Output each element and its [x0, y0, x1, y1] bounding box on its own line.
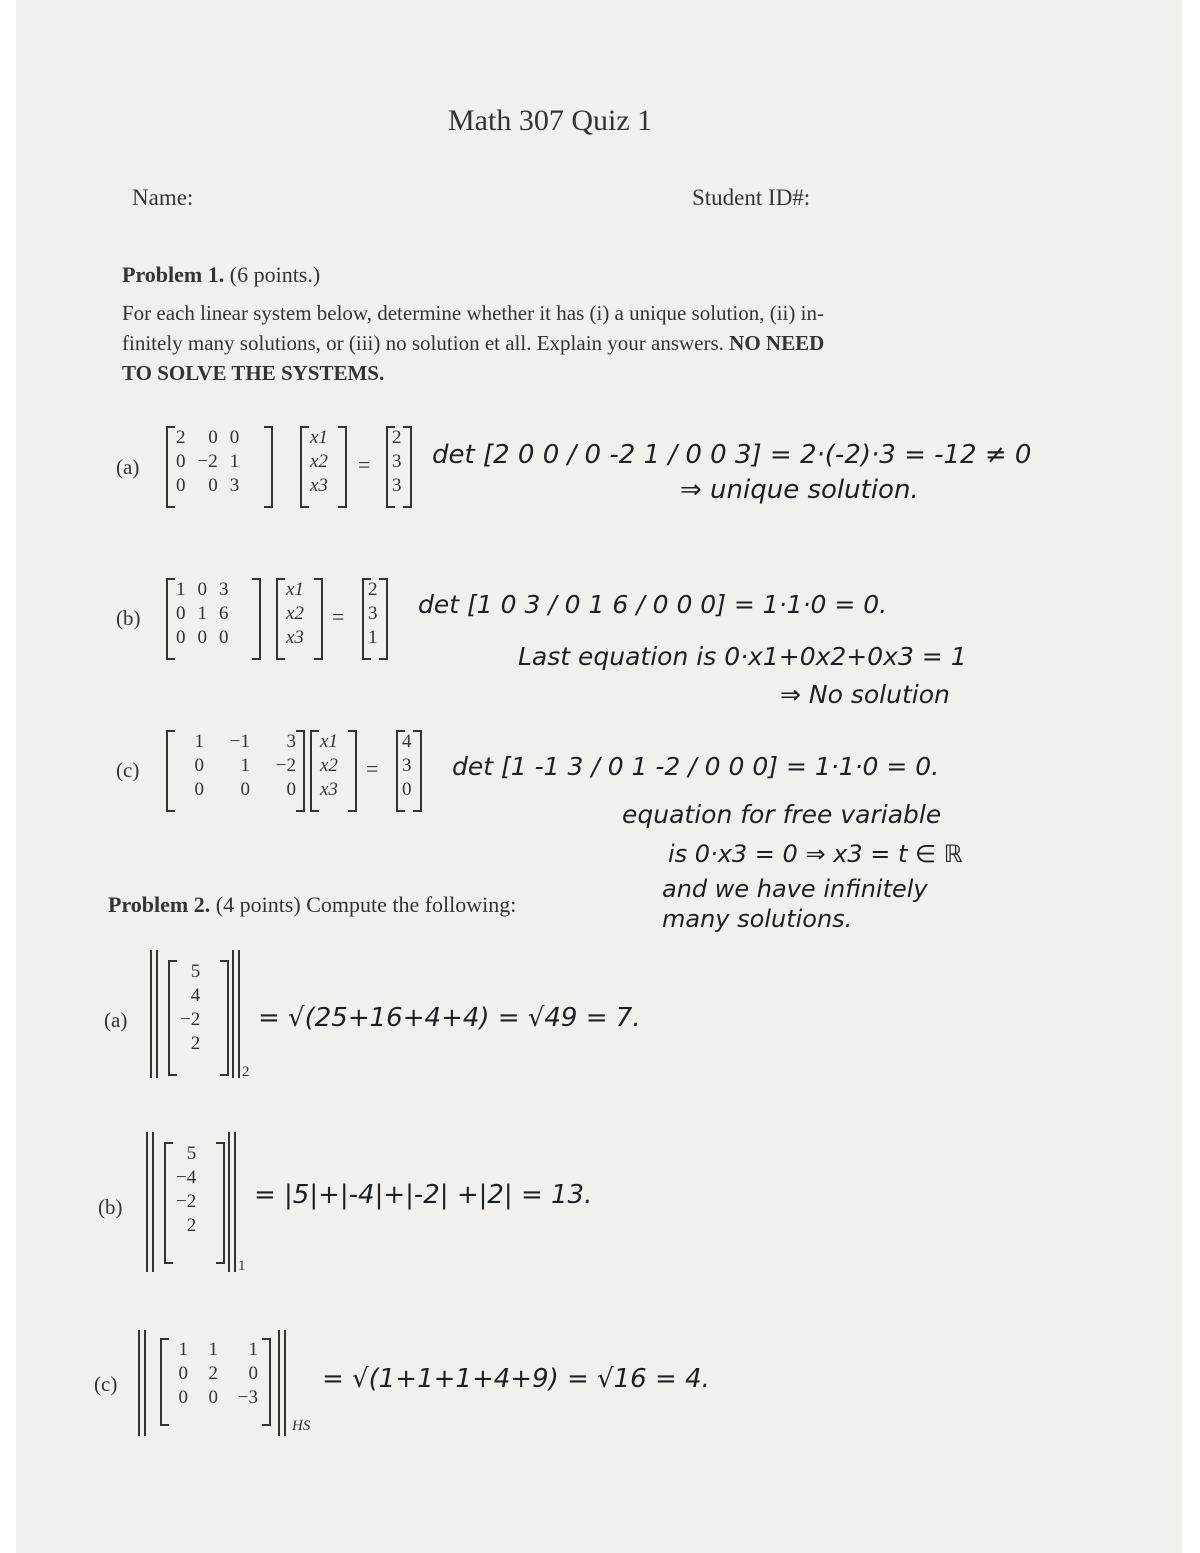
p2b-label: (b)	[98, 1195, 123, 1219]
norm-bar	[238, 950, 240, 1078]
p1c-variable-vector	[310, 730, 344, 802]
problem2-heading: Problem 2.	[108, 892, 211, 917]
p2c-matrix	[158, 1338, 264, 1410]
cell: 0	[219, 627, 229, 648]
norm-bar	[144, 1330, 146, 1436]
cell: 3	[392, 451, 402, 472]
p2a-norm-subscript: 2	[242, 1064, 250, 1080]
problem1-heading: Problem 1.	[122, 262, 225, 287]
cell: 2	[208, 1363, 218, 1384]
p1b-handwriting-2: Last equation is 0·x1+0x2+0x3 = 1	[518, 642, 967, 671]
p1c-handwriting-4: and we have infinitely	[662, 875, 928, 903]
norm-bar	[152, 1132, 154, 1272]
problem1-points: (6 points.)	[229, 262, 321, 287]
p1b-label: (b)	[116, 606, 141, 630]
student-id-label: Student ID#:	[692, 185, 811, 210]
norm-bar	[138, 1330, 140, 1436]
cell: 0	[197, 579, 207, 600]
cell: 0	[194, 755, 204, 776]
p2b-norm-subscript: 1	[238, 1258, 246, 1274]
cell: x2	[310, 451, 328, 472]
p1c-handwriting-5: many solutions.	[662, 905, 853, 933]
cell: 1	[176, 579, 186, 600]
p2a-vector	[168, 960, 206, 1056]
p1c-handwriting-2: equation for free variable	[622, 800, 942, 829]
cell: 0	[208, 427, 218, 448]
cell: x3	[320, 779, 338, 800]
norm-bar	[150, 950, 152, 1078]
cell: x3	[286, 627, 304, 648]
cell: 0	[240, 779, 250, 800]
equals-sign: =	[332, 604, 345, 629]
cell: 0	[194, 779, 204, 800]
cell: 1	[194, 731, 204, 752]
cell: 1	[178, 1339, 188, 1360]
cell: 3	[229, 475, 240, 496]
cell: −2	[176, 1191, 197, 1212]
cell: 6	[219, 603, 229, 624]
cell: 0	[178, 1363, 188, 1384]
cell: −3	[237, 1387, 258, 1408]
cell: x1	[320, 731, 338, 752]
cell: 5	[190, 961, 201, 982]
p1a-handwriting-2: ⇒ unique solution.	[680, 475, 919, 505]
cell: 4	[402, 731, 412, 752]
norm-bar	[278, 1330, 280, 1436]
cell: 0	[208, 475, 218, 496]
p1a-label: (a)	[116, 455, 140, 479]
cell: 3	[219, 579, 229, 600]
p2c-label: (c)	[94, 1372, 118, 1396]
name-label: Name:	[132, 185, 194, 210]
problem1-text-line2-normal: finitely many solutions, or (iii) no solution et all. Explain your answers.	[122, 331, 724, 355]
cell: 0	[208, 1387, 218, 1408]
cell: 0	[229, 427, 240, 448]
p1a-variable-vector	[300, 426, 334, 498]
p2b-handwriting: = |5|+|-4|+|-2| +|2| = 13.	[254, 1180, 593, 1210]
p1b-variable-vector	[276, 578, 310, 650]
p1a-rhs-vector	[386, 426, 408, 498]
p2b-vector	[164, 1142, 202, 1238]
cell: 1	[208, 1339, 218, 1360]
p2c-handwriting: = √(1+1+1+4+9) = √16 = 4.	[322, 1364, 710, 1394]
cell: −1	[229, 731, 250, 752]
cell: 1	[229, 451, 240, 472]
p2c-norm-subscript: HS	[292, 1418, 311, 1434]
equals-sign: =	[358, 452, 371, 477]
cell: 0	[248, 1363, 258, 1384]
cell: 3	[402, 755, 412, 776]
cell: x2	[320, 755, 338, 776]
cell: 0	[176, 451, 186, 472]
p1b-rhs-vector	[362, 578, 384, 650]
problem1-heading-line	[122, 260, 320, 290]
cell: 4	[190, 985, 201, 1006]
norm-bar	[232, 950, 234, 1078]
cell: −4	[176, 1167, 197, 1188]
cell: 1	[368, 627, 378, 648]
p1c-label: (c)	[116, 758, 140, 782]
cell: 0	[178, 1387, 188, 1408]
problem1-text-line1: For each linear system below, determine whether it has (i) a unique solution, (ii) in-	[122, 301, 824, 325]
cell: 0	[176, 603, 186, 624]
norm-bar	[146, 1132, 148, 1272]
norm-bar	[234, 1132, 236, 1272]
cell: x1	[310, 427, 328, 448]
p1b-handwriting-3: ⇒ No solution	[780, 680, 950, 709]
cell: −2	[275, 755, 296, 776]
cell: 0	[176, 475, 186, 496]
cell: 0	[197, 627, 207, 648]
cell: x3	[310, 475, 328, 496]
cell: 2	[368, 579, 378, 600]
norm-bar	[284, 1330, 286, 1436]
page-title: Math 307 Quiz 1	[448, 104, 653, 137]
cell: x1	[286, 579, 304, 600]
problem1-text-bold-a: NO NEED	[729, 331, 825, 355]
problem2-heading-line	[108, 890, 516, 920]
p1c-handwriting-1: det [1 -1 3 / 0 1 -2 / 0 0 0] = 1·1·0 = 0.	[452, 752, 940, 781]
p1b-coefficient-matrix	[164, 578, 235, 650]
norm-bar	[156, 950, 158, 1078]
problem1-text-line2	[122, 328, 824, 358]
p1a-coefficient-matrix	[164, 426, 245, 498]
cell: 0	[176, 627, 186, 648]
p2a-handwriting: = √(25+16+4+4) = √49 = 7.	[258, 1003, 641, 1033]
equals-sign: =	[366, 756, 379, 781]
p1c-coefficient-matrix	[164, 730, 302, 802]
p1a-handwriting-1: det [2 0 0 / 0 -2 1 / 0 0 3] = 2·(-2)·3 = -12 ≠ 0	[432, 440, 1032, 470]
cell: 1	[248, 1339, 258, 1360]
p1b-handwriting-1: det [1 0 3 / 0 1 6 / 0 0 0] = 1·1·0 = 0.	[418, 590, 888, 619]
cell: 3	[392, 475, 402, 496]
cell: 3	[368, 603, 378, 624]
cell: x2	[286, 603, 304, 624]
cell: 2	[176, 427, 186, 448]
cell: −2	[197, 451, 218, 472]
p1c-rhs-vector	[396, 730, 418, 802]
p1c-handwriting-3: is 0·x3 = 0 ⇒ x3 = t ∈ ℝ	[668, 840, 963, 868]
cell: 2	[186, 1215, 197, 1236]
p2a-label: (a)	[104, 1008, 128, 1032]
cell: 0	[286, 779, 296, 800]
norm-bar	[228, 1132, 230, 1272]
cell: 1	[240, 755, 250, 776]
cell: 0	[402, 779, 412, 800]
cell: 1	[197, 603, 207, 624]
cell: −2	[180, 1009, 201, 1030]
problem2-text: (4 points) Compute the following:	[215, 892, 517, 917]
cell: 5	[186, 1143, 197, 1164]
cell: 2	[392, 427, 402, 448]
cell: 3	[286, 731, 296, 752]
cell: 2	[190, 1033, 201, 1054]
problem1-text-bold-b: TO SOLVE THE SYSTEMS.	[122, 361, 385, 385]
